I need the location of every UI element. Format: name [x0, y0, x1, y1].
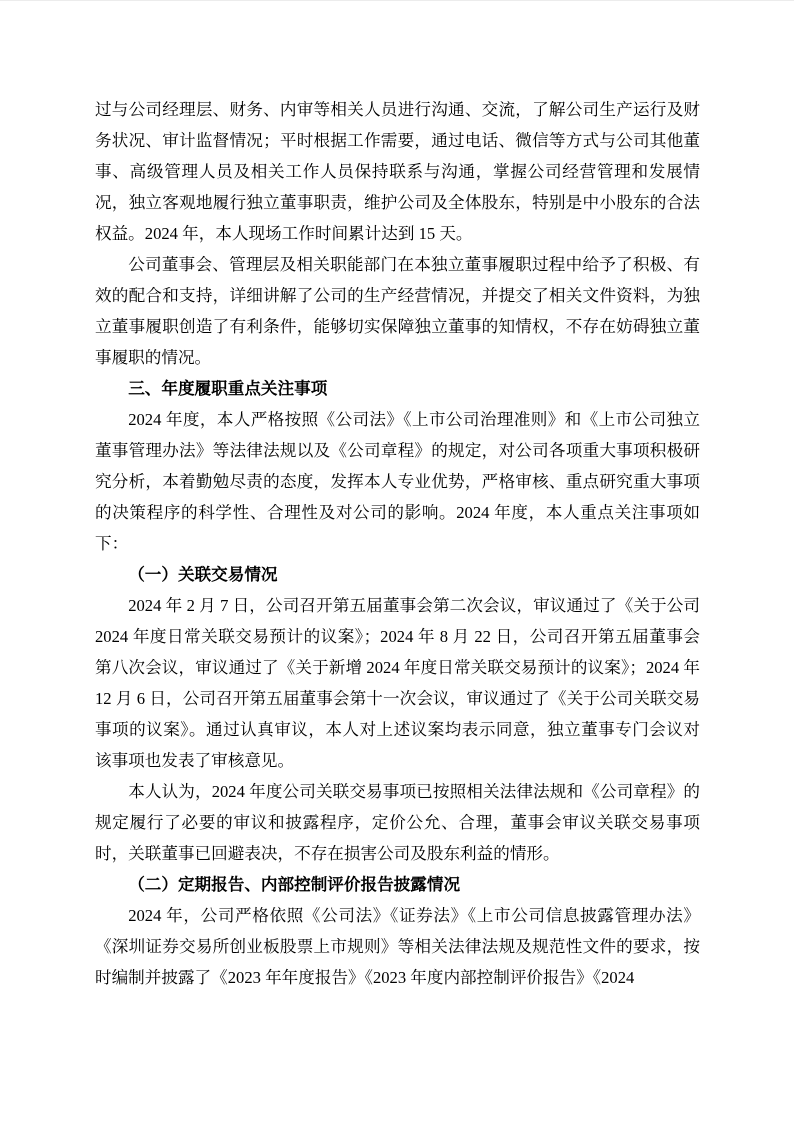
document-body [95, 94, 700, 993]
paragraph: 2024 年度，本人严格按照《公司法》《上市公司治理准则》和《上市公司独立董事管理办法》等法律法规以及《公司章程》的规定，对公司各项重大事项积极研究分析，本着勤勉尽责的态度，发挥本人专业优势，严格审核、重点研究重大事项的决策程序的科学性、合理性及对公司的影响。2024 年度，本人重点关注事项如下： [95, 410, 700, 553]
paragraph: 本人认为，2024 年度公司关联交易事项已按照相关法律法规和《公司章程》的规定履行了必要的审议和披露程序，定价公允、合理，董事会审议关联交易事项时，关联董事已回避表决，不存在损害公司及股东利益的情形。 [95, 782, 700, 863]
paragraph: 公司董事会、管理层及相关职能部门在本独立董事履职过程中给予了积极、有效的配合和支持，详细讲解了公司的生产经营情况，并提交了相关文件资料，为独立董事履职创造了有利条件，能够切实保障独立董事的知情权，不存在妨碍独立董事履职的情况。 [95, 255, 700, 367]
paragraph-continuation: 过与公司经理层、财务、内审等相关人员进行沟通、交流，了解公司生产运行及财务状况、审计监督情况；平时根据工作需要，通过电话、微信等方式与公司其他董事、高级管理人员及相关工作人员保持联系与沟通，掌握公司经营管理和发展情况，独立客观地履行独立董事职责，维护公司及全体股东，特别是中小股东的合法权益。2024 年，本人现场工作时间累计达到 15 天。 [95, 100, 700, 243]
section-heading-3: 三、年度履职重点关注事项 [128, 379, 328, 398]
sub-heading-2-periodic-reports: （二）定期报告、内部控制评价报告披露情况 [128, 875, 461, 894]
paragraph: 2024 年，公司严格依照《公司法》《证券法》《上市公司信息披露管理办法》《深圳证券交易所创业板股票上市规则》等相关法律法规及规范性文件的要求，按时编制并披露了《2023 年年度报告》《2023 年度内部控制评价报告》《2024 [95, 906, 700, 987]
sub-heading-1-related-transactions: （一）关联交易情况 [128, 565, 278, 584]
paragraph: 2024 年 2 月 7 日，公司召开第五届董事会第二次会议，审议通过了《关于公司 2024 年度日常关联交易预计的议案》；2024 年 8 月 22 日，公司召开第五届董事会第八次会议，审议通过了《关于新增 2024 年度日常关联交易预计的议案》；2024 年 12 月 6 日，公司召开第五届董事会第十一次会议，审议通过了《关于公司关联交易事项的议案》。通过认真审议，本人对上述议案均表示同意，独立董事专门会议对该事项也发表了审核意见。 [95, 596, 700, 770]
